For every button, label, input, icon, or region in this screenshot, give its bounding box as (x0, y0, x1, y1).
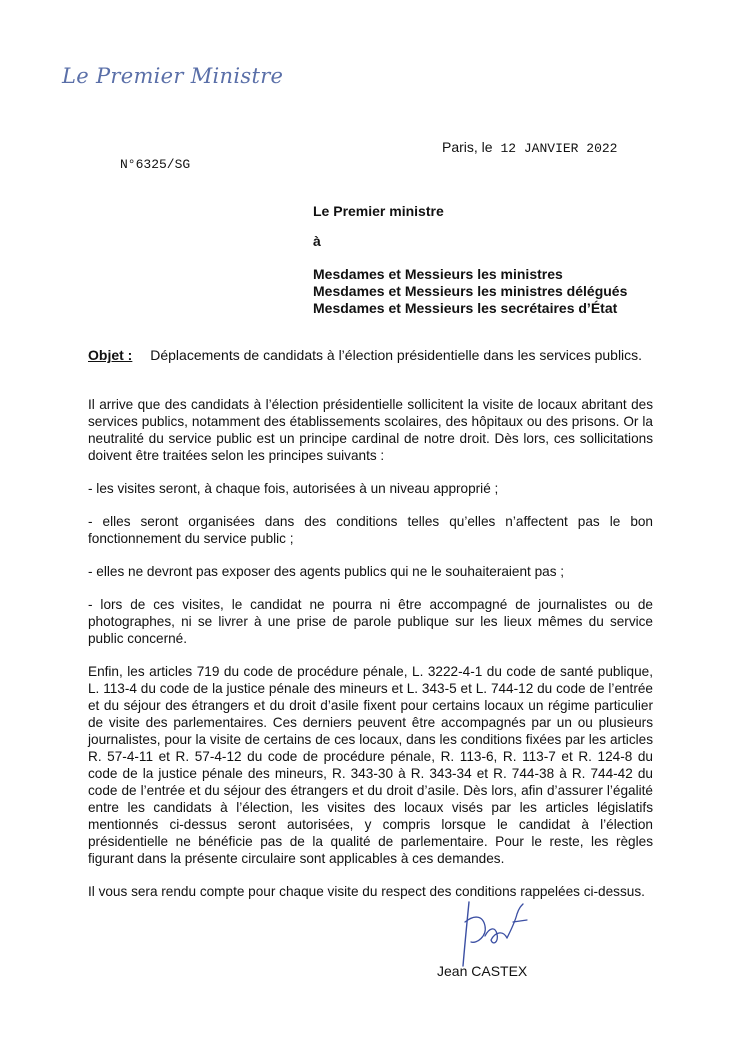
body-paragraph: - les visites seront, à chaque fois, autorisées à un niveau approprié ; (88, 481, 499, 496)
subject-text: Déplacements de candidats à l’élection présidentielle dans les services publics. (150, 347, 643, 363)
recipients (313, 266, 627, 317)
subject (88, 347, 642, 363)
body-paragraph: Il vous sera rendu compte pour chaque visite du respect des conditions rappelées ci-dessus. (88, 884, 645, 899)
body-paragraph: - elles ne devront pas exposer des agents publics qui ne le souhaiteraient pas ; (88, 564, 565, 579)
body-paragraph: Enfin, les articles 719 du code de procédure pénale, L. 3222-4-1 du code de santé publique, L. 113-4 du code de la justice pénale des mineurs et L. 343-5 et L. 744-12 du code de l’entrée et du séjour des étrangers et du droit d’asile fixent pour certains locaux un régime particulier de visite des parlementaires. Ces derniers peuvent être accompagnés par un ou plusieurs journalistes, pour la visite de certains de ces locaux, dans les conditions fixées par les articles R. 57-4-11 et R. 57-4-12 du code de procédure pénale, R. 113-6, R. 113-7 et R. 124-8 du code de la justice pénale des mineurs, R. 343-30 à R. 343-34 et R. 744-38 à R. 744-42 du code de l’entrée et du séjour des étrangers et du droit d’asile. Dès lors, afin d’assurer l’égalité entre les candidats à l’élection, les visites des locaux visés par les articles législatifs mentionnés ci-dessus seront autorisées, y compris lorsque le candidat à l’élection présidentielle ne bénéficie pas de la qualité de parlementaire. Pour le reste, les règles figurant dans la présente circulaire sont applicables à ces demandes. (88, 664, 653, 866)
reference-number: N°6325/SG (120, 157, 191, 172)
dateline-place: Paris, le (442, 139, 493, 155)
sender: Le Premier ministre (313, 203, 444, 219)
recipient-line: Mesdames et Messieurs les ministres (313, 266, 563, 282)
recipient-line: Mesdames et Messieurs les secrétaires d’État (313, 300, 618, 316)
letter-body (88, 396, 653, 916)
dateline (442, 139, 618, 156)
subject-label: Objet : (88, 347, 133, 363)
body-paragraph: - elles seront organisées dans des conditions telles qu’elles n’affectent pas le bon fonctionnement du service public ; (88, 514, 653, 546)
handwritten-signature (455, 892, 535, 972)
body-paragraph: Il arrive que des candidats à l’élection présidentielle sollicitent la visite de locaux abritant des services publics, notamment des établissements scolaires, des hôpitaux ou des prisons. Or la neutralité du service public est un principe cardinal de notre droit. Dès lors, ces sollicitations doivent être traitées selon les principes suivants : (88, 397, 653, 463)
dateline-date: 12 JANVIER 2022 (500, 141, 618, 156)
letterhead: Le Premier Ministre (62, 64, 284, 88)
recipient-line: Mesdames et Messieurs les ministres délégués (313, 283, 628, 299)
signer-name: Jean CASTEX (437, 963, 528, 979)
to-word: à (313, 233, 321, 249)
body-paragraph: - lors de ces visites, le candidat ne pourra ni être accompagné de journalistes ou de photographes, ni se livrer à une prise de parole publique sur les lieux mêmes du service public concerné. (88, 597, 653, 646)
